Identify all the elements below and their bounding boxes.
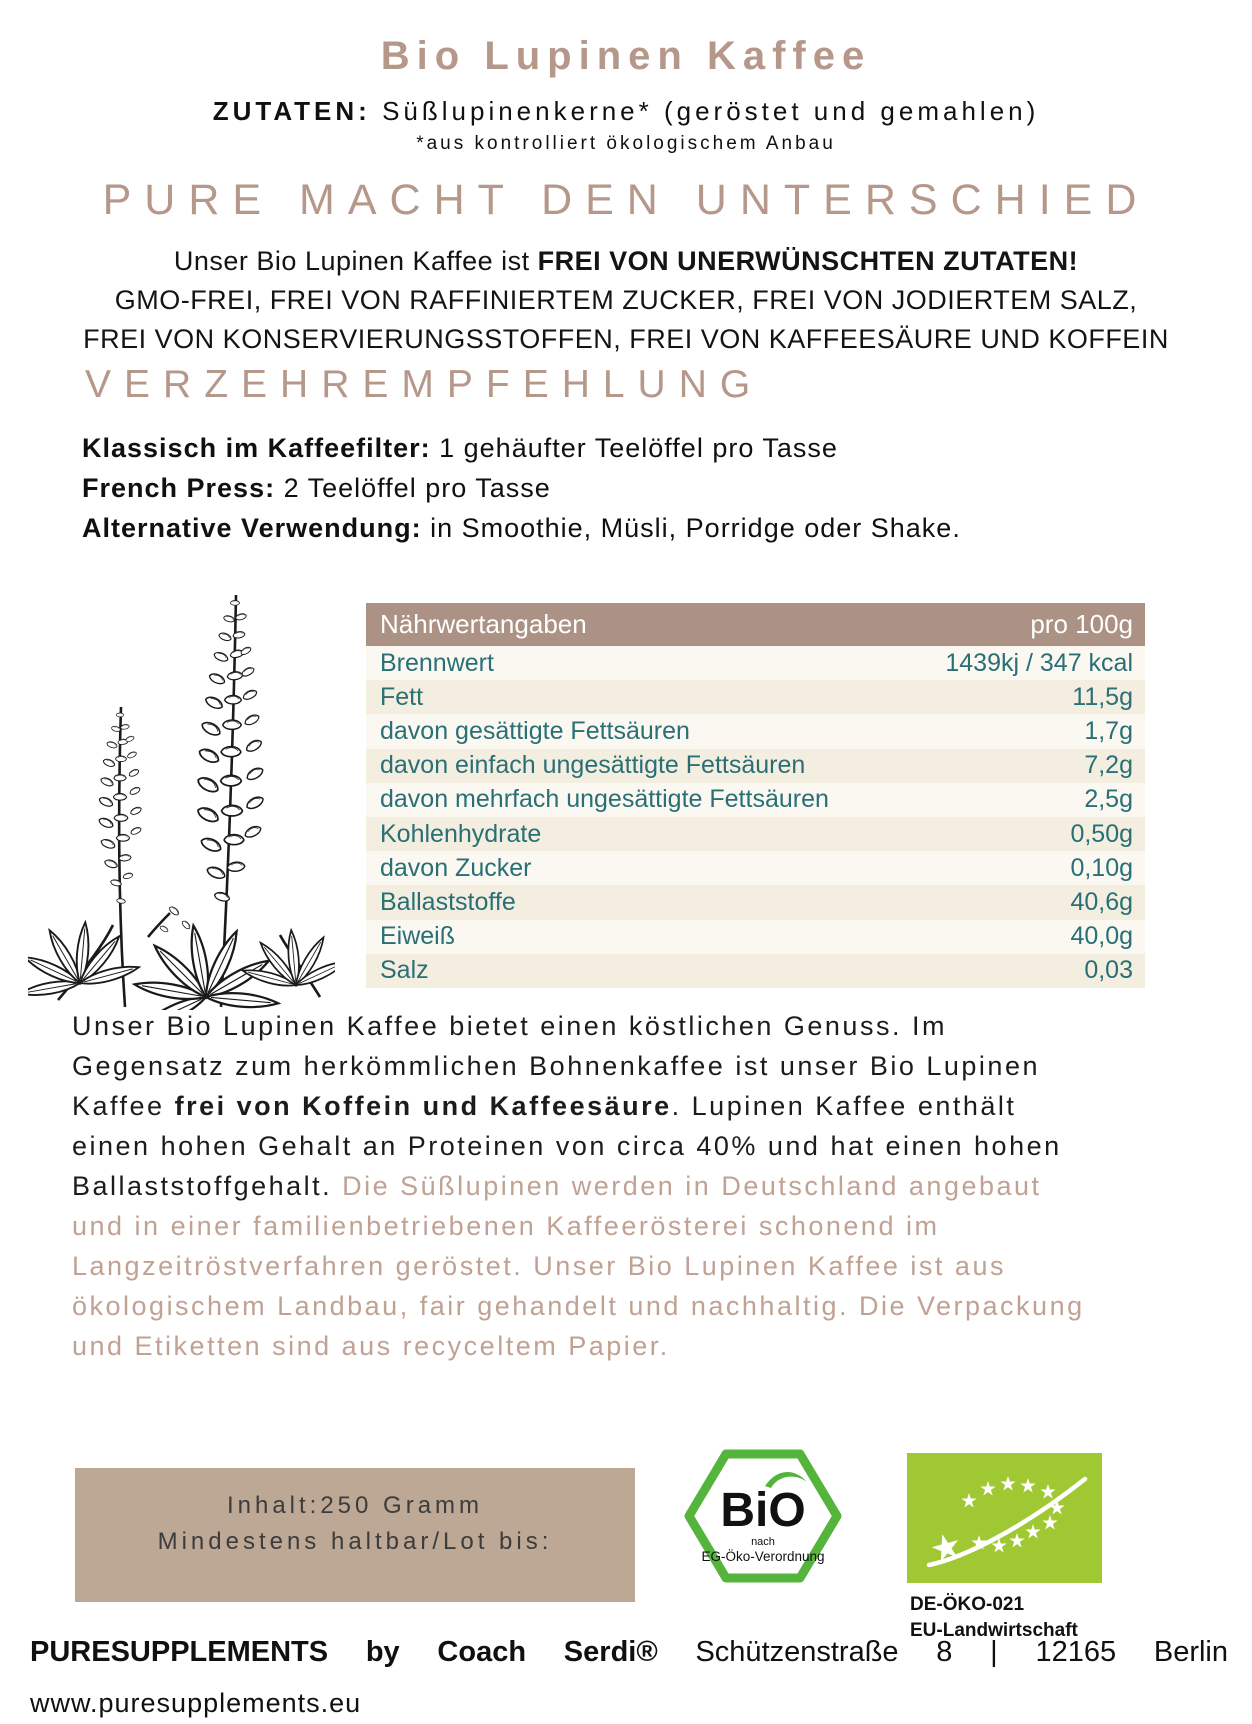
nutrient-value: 0,50g: [1070, 819, 1133, 848]
flower-stems: [58, 595, 320, 1007]
flower-main-spike: [196, 600, 265, 902]
website-url: www.puresupplements.eu: [30, 1688, 362, 1718]
table-row: [366, 920, 1145, 954]
usage-filter-line: [82, 428, 961, 468]
footer-address-line: [30, 1636, 1228, 1669]
usage-alternative-line: [82, 508, 961, 548]
table-row: [366, 851, 1145, 885]
best-before-label: Mindestens haltbar/Lot bis:: [157, 1528, 553, 1555]
claims-block: [0, 242, 1252, 359]
nutrient-name: davon Zucker: [380, 853, 532, 882]
brand-name: PURESUPPLEMENTS by Coach Serdi®: [30, 1636, 658, 1668]
brand-address: Schützenstraße 8 | 12165 Berlin: [657, 1636, 1228, 1668]
table-row: [366, 783, 1145, 817]
nutrient-value: 1439kj / 347 kcal: [945, 648, 1133, 677]
eu-organic-origin: EU-Landwirtschaft: [910, 1620, 1078, 1641]
nutrient-name: Eiweiß: [380, 922, 456, 951]
bio-seal-line1: nach: [751, 1536, 775, 1548]
ingredients-note: *aus kontrolliert ökologischem Anbau: [416, 133, 836, 154]
bio-wordmark: BiO: [720, 1484, 806, 1537]
flower-leaves: [28, 922, 335, 1010]
nutrient-name: Salz: [380, 956, 429, 985]
nutrient-name: davon einfach ungesättigte Fettsäuren: [380, 751, 806, 780]
consumption-block: [82, 428, 961, 548]
nutrient-name: davon mehrfach ungesättigte Fettsäuren: [380, 785, 829, 814]
nutrient-name: davon gesättigte Fettsäuren: [380, 716, 690, 745]
claims-heading: PURE MACHT DEN UNTERSCHIED: [102, 176, 1150, 224]
claims-line-1: [0, 242, 1252, 281]
lupin-flower-illustration: [28, 545, 335, 1010]
claims-line-3: FREI VON KONSERVIERUNGSSTOFFEN, FREI VON KAFFEESÄURE UND KOFFEIN: [83, 324, 1169, 354]
description-bold: frei von Koffein und Kaffeesäure: [174, 1091, 672, 1121]
nutrition-header-name: Nährwertangaben: [380, 609, 587, 639]
table-row: [366, 817, 1145, 851]
usage-filter-value: 1 gehäufter Teelöffel pro Tasse: [430, 433, 838, 463]
nutrient-value: 1,7g: [1084, 716, 1133, 745]
eu-organic-logo: [907, 1453, 1102, 1583]
content-amount: Inhalt:250 Gramm: [226, 1492, 484, 1519]
bio-seal-logo: [683, 1446, 843, 1586]
nutrient-value: 40,0g: [1070, 922, 1133, 951]
bio-seal-line2: EG-Öko-Verordnung: [701, 1549, 825, 1564]
nutrient-value: 2,5g: [1084, 785, 1133, 814]
ingredients-line: [0, 96, 1252, 127]
nutrient-value: 11,5g: [1072, 682, 1133, 711]
nutrition-table-header: [366, 603, 1145, 646]
description-part1: Unser Bio Lupinen Kaffee bietet einen köstlichen Genuss. Im Gegensatz zum herkömmlichen Bohnenkaffee ist unser Bio Lupinen Kaffee: [72, 1011, 1040, 1121]
nutrient-name: Brennwert: [380, 648, 494, 677]
nutrition-header-amount: pro 100g: [1030, 609, 1133, 639]
nutrient-value: 0,03: [1084, 956, 1133, 985]
ingredients-value: Süßlupinenkerne* (geröstet und gemahlen): [370, 96, 1040, 126]
content-box: [75, 1468, 635, 1602]
product-description: [72, 1006, 1104, 1366]
flower-side-spike: [98, 713, 192, 933]
ingredients-label: ZUTATEN:: [212, 96, 371, 126]
claims-line-2: GMO-FREI, FREI VON RAFFINIERTEM ZUCKER, FREI VON JODIERTEM SALZ,: [114, 285, 1138, 315]
claims-line-1-regular: Unser Bio Lupinen Kaffee ist: [173, 246, 538, 276]
table-row: [366, 680, 1145, 714]
usage-frenchpress-value: 2 Teelöffel pro Tasse: [275, 473, 551, 503]
consumption-heading: VERZEHREMPFEHLUNG: [85, 363, 764, 406]
table-row: [366, 885, 1145, 919]
usage-filter-label: Klassisch im Kaffeefilter:: [82, 433, 431, 463]
usage-alternative-label: Alternative Verwendung:: [82, 513, 422, 543]
nutrient-value: 40,6g: [1070, 887, 1133, 916]
claims-line-1-bold: FREI VON UNERWÜNSCHTEN ZUTATEN!: [537, 246, 1079, 276]
table-row: [366, 954, 1145, 988]
usage-alternative-value: in Smoothie, Müsli, Porridge oder Shake.: [421, 513, 961, 543]
nutrient-name: Fett: [380, 682, 424, 711]
nutrient-name: Kohlenhydrate: [380, 819, 542, 848]
description-part2: . Lupinen Kaffee enthält einen hohen Gehalt an Proteinen von circa 40% und hat einen hohen Ballaststoffgehalt.: [72, 1091, 1062, 1201]
eu-organic-code: DE-ÖKO-021: [910, 1594, 1025, 1615]
nutrient-value: 7,2g: [1084, 751, 1133, 780]
table-row: [366, 714, 1145, 748]
nutrient-name: Ballaststoffe: [380, 887, 516, 916]
usage-frenchpress-line: [82, 468, 961, 508]
nutrition-table: [366, 603, 1145, 988]
table-row: [366, 646, 1145, 680]
usage-frenchpress-label: French Press:: [82, 473, 276, 503]
description-highlight: Die Süßlupinen werden in Deutschland angebaut und in einer familienbetriebenen Kaffeerösterei schonend im Langzeitröstverfahren geröstet. Unser Bio Lupinen Kaffee ist aus ökologischem Landbau, fair gehandelt und nachhaltig. Die Verpackung und Etiketten sind aus recyceltem Papier.: [72, 1171, 1085, 1361]
product-title: Bio Lupinen Kaffee: [380, 34, 872, 78]
table-row: [366, 749, 1145, 783]
nutrient-value: 0,10g: [1070, 853, 1133, 882]
